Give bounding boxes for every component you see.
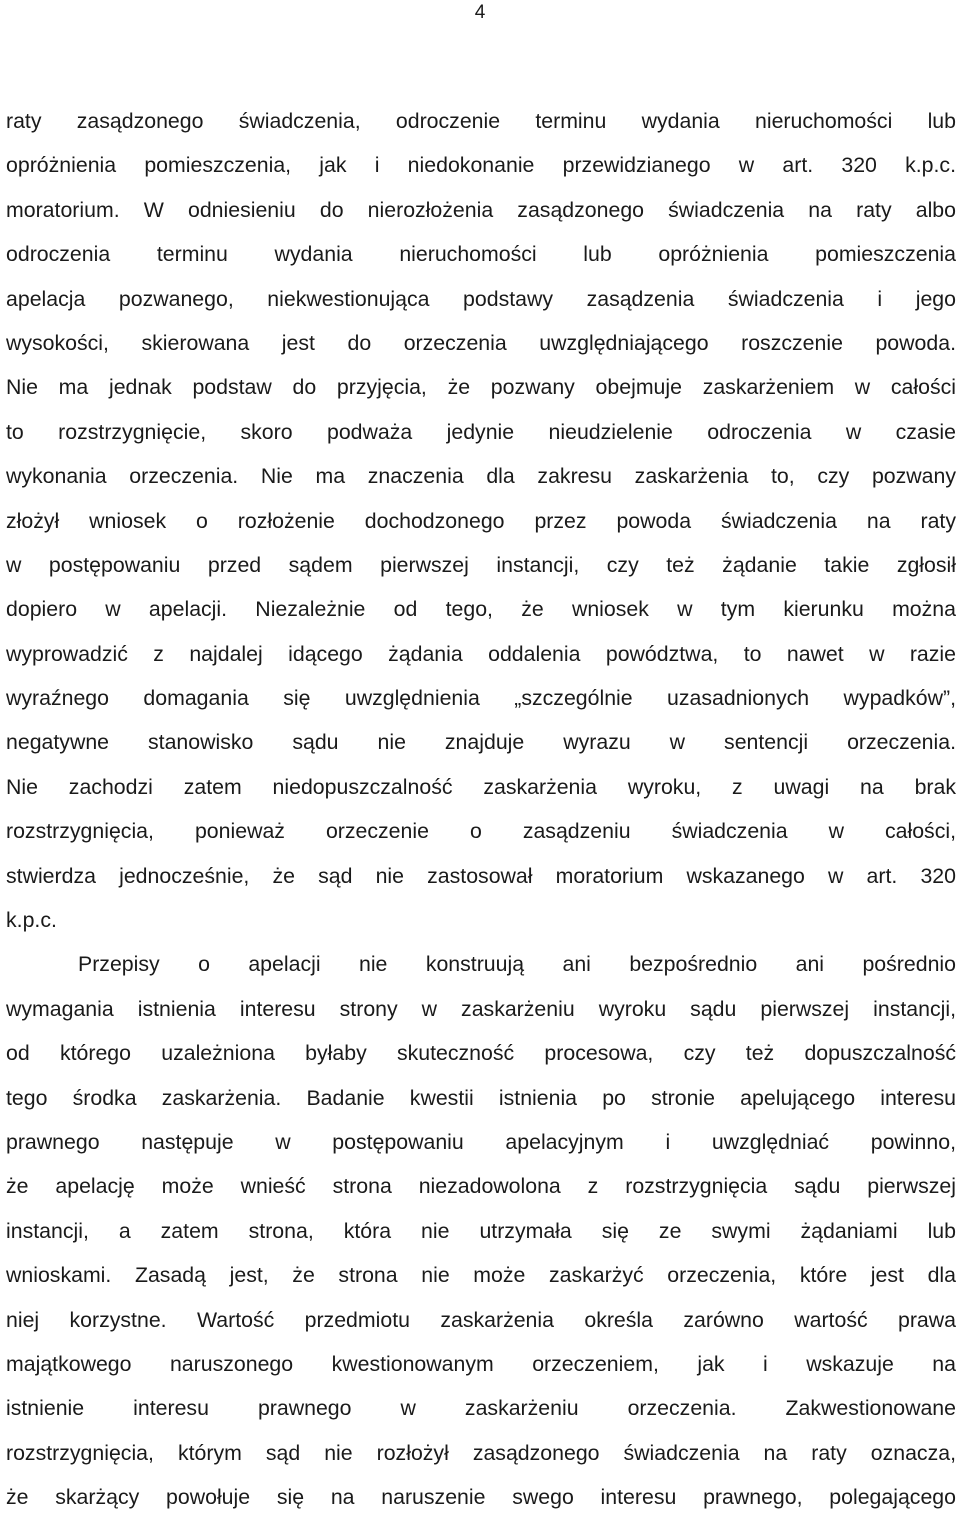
text-line: opróżnienia pomieszczenia, jak i niedokonanie przewidzianego w art. 320 k.p.c. bbox=[6, 153, 956, 178]
text-line: wysokości, skierowana jest do orzeczenia uwzględniającego roszczenie powoda. bbox=[6, 330, 956, 355]
text-line: niej korzystne. Wartość przedmiotu zaskarżenia określa zarówno wartość prawa bbox=[6, 1307, 956, 1332]
text-line: rozstrzygnięcia, którym sąd nie rozłożył zasądzonego świadczenia na raty oznacza, bbox=[6, 1440, 956, 1465]
text-line: instancji, a zatem strona, która nie utrzymała się ze swymi żądaniami lub bbox=[6, 1218, 956, 1243]
text-line: k.p.c. bbox=[6, 908, 57, 933]
text-line: Przepisy o apelacji nie konstruują ani bezpośrednio ani pośrednio bbox=[78, 952, 956, 977]
text-line: wyraźnego domagania się uwzględnienia „szczególnie uzasadnionych wypadków”, bbox=[6, 686, 956, 711]
page-number: 4 bbox=[474, 2, 486, 23]
text-line: majątkowego naruszonego kwestionowanym orzeczeniem, jak i wskazuje na bbox=[6, 1351, 956, 1376]
text-line: wykonania orzeczenia. Nie ma znaczenia dla zakresu zaskarżenia to, czy pozwany bbox=[6, 464, 956, 489]
text-line: wyprowadzić z najdalej idącego żądania oddalenia powództwa, to nawet w razie bbox=[6, 641, 956, 666]
text-line: złożył wniosek o rozłożenie dochodzonego przez powoda świadczenia na raty bbox=[6, 508, 956, 533]
text-line: odroczenia terminu wydania nieruchomości lub opróżnienia pomieszczenia bbox=[6, 242, 956, 267]
text-line: dopiero w apelacji. Niezależnie od tego, że wniosek w tym kierunku można bbox=[6, 597, 956, 622]
text-line: że apelację może wnieść strona niezadowolona z rozstrzygnięcia sądu pierwszej bbox=[6, 1174, 956, 1199]
text-line: wnioskami. Zasadą jest, że strona nie może zaskarżyć orzeczenia, które jest dla bbox=[6, 1263, 956, 1288]
text-line: moratorium. W odniesieniu do nierozłożenia zasądzonego świadczenia na raty albo bbox=[6, 197, 956, 222]
text-line: Nie ma jednak podstaw do przyjęcia, że pozwany obejmuje zaskarżeniem w całości bbox=[6, 375, 956, 400]
text-line: w postępowaniu przed sądem pierwszej instancji, czy też żądanie takie zgłosił bbox=[6, 552, 956, 577]
text-line: negatywne stanowisko sądu nie znajduje wyrazu w sentencji orzeczenia. bbox=[6, 730, 956, 755]
text-line: od którego uzależniona byłaby skuteczność procesowa, czy też dopuszczalność bbox=[6, 1041, 956, 1066]
document-body bbox=[6, 99, 956, 1520]
text-line: że skarżący powołuje się na naruszenie swego interesu prawnego, polegającego bbox=[6, 1485, 956, 1510]
text-line: tego środka zaskarżenia. Badanie kwestii istnienia po stronie apelującego interesu bbox=[6, 1085, 956, 1110]
text-line: wymagania istnienia interesu strony w zaskarżeniu wyroku sądu pierwszej instancji, bbox=[6, 996, 956, 1021]
text-line: prawnego następuje w postępowaniu apelacyjnym i uwzględniać powinno, bbox=[6, 1129, 956, 1154]
text-line: apelacja pozwanego, niekwestionująca podstawy zasądzenia świadczenia i jego bbox=[6, 286, 956, 311]
text-line: rozstrzygnięcia, ponieważ orzeczenie o zasądzeniu świadczenia w całości, bbox=[6, 819, 956, 844]
text-line: istnienie interesu prawnego w zaskarżeniu orzeczenia. Zakwestionowane bbox=[6, 1396, 956, 1421]
text-line: raty zasądzonego świadczenia, odroczenie terminu wydania nieruchomości lub bbox=[6, 109, 956, 133]
text-line: Nie zachodzi zatem niedopuszczalność zaskarżenia wyroku, z uwagi na brak bbox=[6, 774, 956, 799]
text-line: to rozstrzygnięcie, skoro podważa jedynie nieudzielenie odroczenia w czasie bbox=[6, 419, 956, 444]
text-line: stwierdza jednocześnie, że sąd nie zastosował moratorium wskazanego w art. 320 bbox=[6, 863, 956, 888]
